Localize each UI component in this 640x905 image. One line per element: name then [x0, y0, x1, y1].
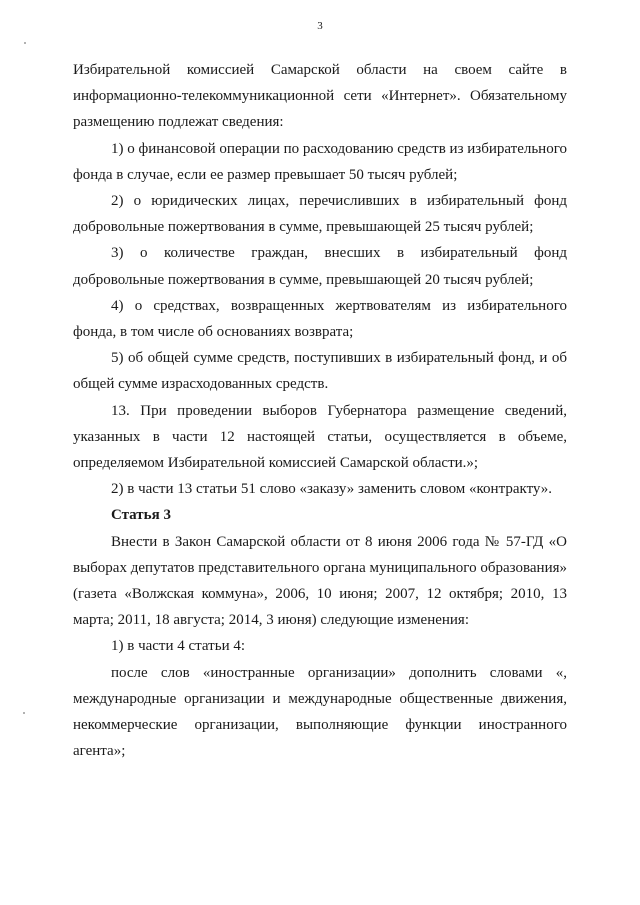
- document-body: [73, 57, 567, 764]
- list-item: 4) о средствах, возвращенных жертвователям из избирательного фонда, в том числе об основаниях возврата;: [73, 297, 567, 341]
- article-heading: Статья 3: [111, 507, 171, 524]
- paragraph: 13. При проведении выборов Губернатора размещение сведений, указанных в части 12 настоящей статьи, осуществляется в объеме, определяемом Избирательной комиссией Самарской области.»;: [73, 402, 567, 472]
- list-item: 3) о количестве граждан, внесших в избирательный фонд добровольные пожертвования в сумме, превышающей 20 тысяч рублей;: [73, 245, 567, 288]
- list-item: 1) в части 4 статьи 4:: [111, 638, 246, 655]
- scan-speck: [24, 42, 26, 44]
- scan-speck: [23, 712, 25, 714]
- paragraph: после слов «иностранные организации» дополнить словами «, международные организации и международные общественные движения, некоммерческие организации, выполняющие функции иностранного агента»;: [73, 664, 567, 760]
- paragraph: Внести в Закон Самарской области от 8 июня 2006 года № 57-ГД «О выборах депутатов представительного органа муниципального образования» (газета «Волжская коммуна», 2006, 10 июня; 2007, 12 октября; 2010, 13 марта; 2011, 18 августа; 2014, 3 июня) следующие изменения:: [73, 533, 567, 629]
- list-item: 5) об общей сумме средств, поступивших в избирательный фонд, и об общей сумме израсходованных средств.: [73, 350, 567, 393]
- list-item: 1) о финансовой операции по расходованию средств из избирательного фонда в случае, если ее размер превышает 50 тысяч рублей;: [73, 140, 567, 183]
- page-number: 3: [317, 20, 323, 32]
- paragraph: 2) в части 13 статьи 51 слово «заказу» заменить словом «контракту».: [111, 481, 553, 498]
- list-item: 2) о юридических лицах, перечисливших в избирательный фонд добровольные пожертвования в сумме, превышающей 25 тысяч рублей;: [73, 193, 567, 236]
- paragraph: Избирательной комиссией Самарской области на своем сайте в информационно-телекоммуникационной сети «Интернет». Обязательному размещению подлежат сведения:: [73, 62, 567, 131]
